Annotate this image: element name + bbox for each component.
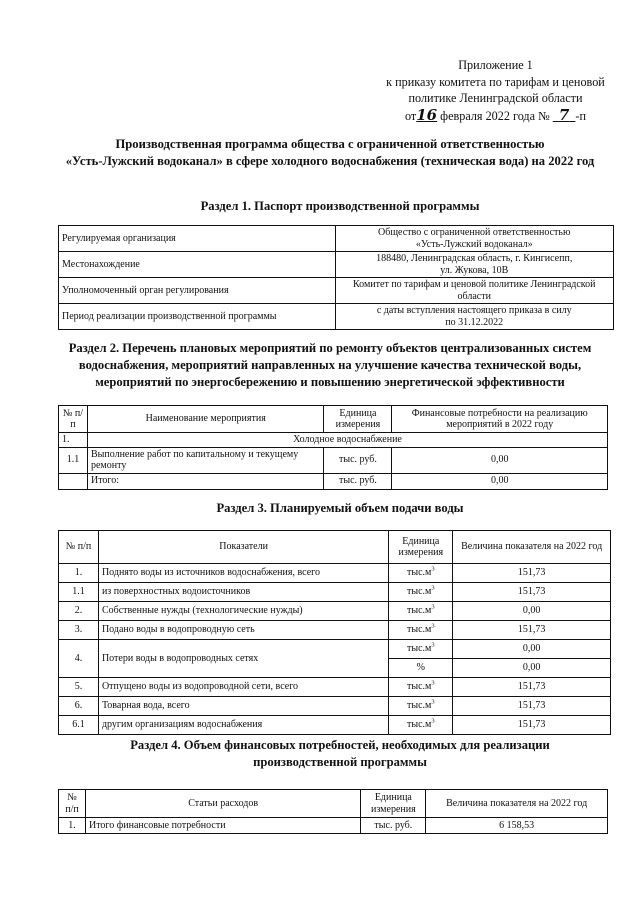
unit-text: тыс.м xyxy=(407,643,432,655)
section2-table xyxy=(58,405,608,490)
table-row xyxy=(59,304,614,330)
unit-text: тыс.м xyxy=(407,586,432,598)
passport-value xyxy=(335,252,614,278)
document-title xyxy=(40,136,620,170)
passport-value-line: 188480, Ленинградская область, г. Кингисепп, xyxy=(376,253,573,264)
section1-table xyxy=(58,225,614,330)
row-num: 1.1 xyxy=(59,447,88,473)
row-name: Отпущено воды из водопроводной сети, всего xyxy=(98,678,388,697)
order-number: 7 xyxy=(558,105,570,124)
row-unit xyxy=(389,697,453,716)
passport-value xyxy=(335,226,614,252)
section2-heading-line3: мероприятий по энергосбережению и повышению энергетической эффективности xyxy=(95,375,565,389)
header-unit: Единица измерения xyxy=(361,790,426,818)
header-name: Статьи расходов xyxy=(85,790,360,818)
header-unit: Единица измерения xyxy=(389,531,453,564)
unit-sup: 3 xyxy=(431,679,435,687)
passport-value-line: «Усть-Лужский водоканал» xyxy=(415,238,533,250)
row-value: 151,73 xyxy=(453,564,611,583)
row-unit xyxy=(389,564,453,583)
row-name: другим организациям водоснабжения xyxy=(98,716,388,735)
row-num: 1. xyxy=(59,818,86,834)
row-num: 3. xyxy=(59,621,99,640)
row-value: 151,73 xyxy=(453,583,611,602)
row-value: 151,73 xyxy=(453,697,611,716)
row-unit xyxy=(389,602,453,621)
row-num xyxy=(59,473,88,489)
passport-label: Уполномоченный орган регулирования xyxy=(59,278,336,304)
group-num: 1. xyxy=(59,433,88,448)
order-suffix: -п xyxy=(575,108,586,123)
row-name: Потери воды в водопроводных сетях xyxy=(98,640,388,678)
passport-value-line: Общество с ограниченной ответственностью xyxy=(378,227,571,238)
section2-heading xyxy=(30,340,630,391)
unit-sup: 3 xyxy=(431,622,435,630)
passport-value-line: области xyxy=(457,290,491,302)
row-name: Выполнение работ по капитальному и текущему ремонту xyxy=(87,447,324,473)
row-unit: % xyxy=(389,659,453,678)
table-row xyxy=(59,602,611,621)
row-unit xyxy=(389,583,453,602)
appendix-line2: к приказу комитета по тарифам и ценовой xyxy=(386,74,605,89)
table-row xyxy=(59,640,611,659)
row-unit: тыс. руб. xyxy=(324,473,392,489)
row-value: 0,00 xyxy=(453,640,611,659)
section2-heading-line1: Раздел 2. Перечень плановых мероприятий по ремонту объектов централизованных систем xyxy=(68,341,592,355)
row-unit: тыс. руб. xyxy=(361,818,426,834)
appendix-header xyxy=(368,57,623,124)
section2-group-row xyxy=(59,433,608,448)
section3-header-row xyxy=(59,531,611,564)
table-row xyxy=(59,252,614,278)
passport-value-line: Комитет по тарифам и ценовой политике Ленинградской xyxy=(352,279,596,290)
section4-header-row xyxy=(59,790,608,818)
header-value: Финансовые потребности на реализацию мероприятий в 2022 году xyxy=(392,406,608,433)
table-row xyxy=(59,226,614,252)
row-value: 0,00 xyxy=(453,602,611,621)
row-num: 6.1 xyxy=(59,716,99,735)
section2-heading-line2: водоснабжения, мероприятий направленных на улучшение качества технической воды, xyxy=(78,358,582,372)
passport-label: Местонахождение xyxy=(59,252,336,278)
passport-value xyxy=(335,304,614,330)
row-name: Поднято воды из источников водоснабжения, всего xyxy=(98,564,388,583)
passport-value-line: по 31.12.2022 xyxy=(445,316,504,328)
row-value: 151,73 xyxy=(453,621,611,640)
unit-sup: 3 xyxy=(431,717,435,725)
passport-value-line: ул. Жукова, 10В xyxy=(440,264,509,276)
unit-text: тыс.м xyxy=(407,605,432,617)
date-prefix: от xyxy=(404,108,417,123)
header-num: № п/п xyxy=(59,531,99,564)
unit-sup: 3 xyxy=(431,584,435,592)
table-row xyxy=(59,621,611,640)
section1-heading: Раздел 1. Паспорт производственной программы xyxy=(200,199,480,213)
row-name: Итого: xyxy=(87,473,324,489)
table-row xyxy=(59,716,611,735)
header-name: Показатели xyxy=(98,531,388,564)
row-num: 6. xyxy=(59,697,99,716)
title-line2: «Усть-Лужский водоканал» в сфере холодного водоснабжения (техническая вода) на 2022 год xyxy=(65,154,595,168)
header-value: Величина показателя на 2022 год xyxy=(426,790,608,818)
order-number-blank xyxy=(553,105,576,124)
date-day: 16 xyxy=(416,105,438,124)
group-label: Холодное водоснабжение xyxy=(87,433,607,448)
table-row xyxy=(59,583,611,602)
table-row xyxy=(59,818,608,834)
header-value: Величина показателя на 2022 год xyxy=(453,531,611,564)
title-line1: Производственная программа общества с ограниченной ответственностью xyxy=(115,137,545,151)
table-row xyxy=(59,678,611,697)
row-num: 1. xyxy=(59,564,99,583)
row-unit: тыс. руб. xyxy=(324,447,392,473)
row-value: 6 158,53 xyxy=(426,818,608,834)
row-name: Итого финансовые потребности xyxy=(85,818,360,834)
header-name: Наименование мероприятия xyxy=(87,406,324,433)
appendix-line3: политике Ленинградской области xyxy=(408,91,583,105)
row-value: 0,00 xyxy=(392,447,608,473)
row-unit xyxy=(389,621,453,640)
passport-label: Период реализации производственной программы xyxy=(59,304,336,330)
unit-sup: 3 xyxy=(431,565,435,573)
header-unit: Единица измерения xyxy=(324,406,392,433)
row-num: 5. xyxy=(59,678,99,697)
section3-heading: Раздел 3. Планируемый объем подачи воды xyxy=(216,501,464,515)
unit-sup: 3 xyxy=(431,698,435,706)
row-value: 151,73 xyxy=(453,716,611,735)
section3-table xyxy=(58,530,611,735)
row-num: 2. xyxy=(59,602,99,621)
unit-text: тыс.м xyxy=(407,681,432,693)
unit-sup: 3 xyxy=(431,603,435,611)
unit-text: тыс.м xyxy=(407,719,432,731)
row-name: Подано воды в водопроводную сеть xyxy=(98,621,388,640)
section2-header-row xyxy=(59,406,608,433)
section4-table xyxy=(58,789,608,834)
table-row xyxy=(59,278,614,304)
header-num: № п/п xyxy=(59,406,88,433)
row-unit xyxy=(389,716,453,735)
row-value: 0,00 xyxy=(453,659,611,678)
row-unit xyxy=(389,678,453,697)
section4-heading-line1: Раздел 4. Объем финансовых потребностей, необходимых для реализации xyxy=(130,738,550,752)
table-row xyxy=(59,447,608,473)
table-row xyxy=(59,473,608,489)
section4-heading-line2: производственной программы xyxy=(253,755,427,769)
unit-text: тыс.м xyxy=(407,700,432,712)
passport-value xyxy=(335,278,614,304)
table-row xyxy=(59,564,611,583)
unit-sup: 3 xyxy=(431,641,435,649)
unit-text: тыс.м xyxy=(407,624,432,636)
row-name: Собственные нужды (технологические нужды) xyxy=(98,602,388,621)
row-name: Товарная вода, всего xyxy=(98,697,388,716)
row-num: 4. xyxy=(59,640,99,678)
row-num: 1.1 xyxy=(59,583,99,602)
unit-text: тыс.м xyxy=(407,567,432,579)
section4-heading xyxy=(40,737,640,771)
passport-label: Регулируемая организация xyxy=(59,226,336,252)
row-unit xyxy=(389,640,453,659)
table-row xyxy=(59,697,611,716)
row-name: из поверхностных водоисточников xyxy=(98,583,388,602)
header-num: № п/п xyxy=(59,790,86,818)
passport-value-line: с даты вступления настоящего приказа в силу xyxy=(376,305,572,316)
date-mid: февраля 2022 года № xyxy=(440,108,550,123)
appendix-line1: Приложение 1 xyxy=(458,58,533,72)
row-value: 151,73 xyxy=(453,678,611,697)
appendix-date-line xyxy=(368,107,623,125)
row-value: 0,00 xyxy=(392,473,608,489)
